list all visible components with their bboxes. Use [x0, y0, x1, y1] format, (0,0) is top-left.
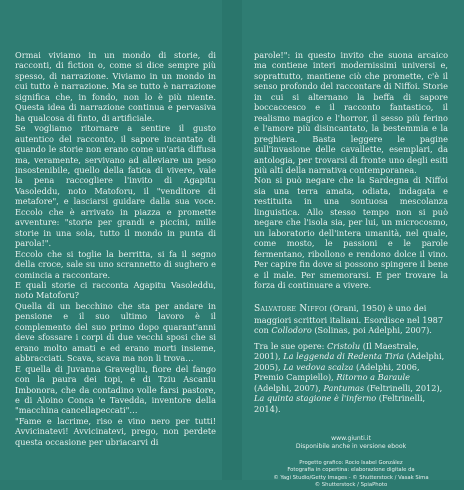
work-title: La vedova scalza [283, 361, 354, 372]
work-title: Ritorno a Baraule [336, 372, 411, 383]
blurb-paragraph-9: Non si può negare che la Sardegna di Niffoi sia una terra amata, odiata, indagata e restituita in una sontuosa mescolanza linguistica. Allo stesso tempo non si può negare che l'isola sia, per lui, un microcosmo, un laboratorio dell'intera umanità, nel quale, come mosto, le passioni e le parole fermentano, ribollono e rendono dolce il vino. Per capire fin dove si possono spingere il bene e il male. Per smemorarsi. E per trovare la forza di continuare a vivere. [254, 175, 448, 290]
author-name: Salvatore Niffoi [254, 304, 328, 315]
left-flap [0, 0, 222, 480]
cover-credits [254, 460, 448, 490]
spine-gutter [222, 0, 242, 480]
work-title: Pantumas [323, 382, 365, 393]
author-bio: Salvatore Niffoi (Orani, 1950) è uno dei maggiori scrittori italiani. Esordisce nel 1987 con Collodoro (Solinas, poi Adelphi, 2007). [254, 303, 444, 336]
blurb-paragraph-3: Eccolo che si toglie la berritta, si fa il segno della croce, sale su uno scrannetto di sughero e comincia a raccontare. [15, 248, 216, 280]
blurb-paragraph-1: Ormai viviamo in un mondo di storie, di racconti, di fiction o, come si dice sempre più spesso, di narrazione. Viviamo in un mondo in cui tutto è narrazione. Ma se tutto è narrazione significa che, in fondo, non lo è più niente. Questa idea di narrazione continua e pervasiva ha qualcosa di finto, di artificiale. [15, 50, 216, 123]
blurb-paragraph-8: parole!": in questo invito che suona arcaico ma contiene interi modernissimi universi e, soprattutto, mantiene ciò che promette, c'è il senso profondo del raccontare di Niffoi. Storie in cui si alternano la beffa di sapore boccaccesco e il racconto fantastico, il realismo magico e l'horror, il sesso più ferino e l'amore più disincantato, la bestemmia e la preghiera. Basta leggere le pagine sull'invasione delle cavallette, esemplari, da antologia, per trovarsi di fronte uno degli esiti più alti della narrativa contemporanea. [254, 50, 448, 175]
blurb-paragraph-7: "Fame e lacrime, riso e vino nero per tutti! Avvicinatevi! Avvicinatevi, prego, non perdete questa occasione per ubriacarvi di [15, 415, 216, 447]
blurb-paragraph-2: Se vogliamo ritornare a sentire il gusto autentico del racconto, il sapore incantato di quando le storie non erano come un'aria diffusa ma, veramente, servivano ad alleviare un peso insostenibile, quello della fatica di vivere, vale la pena raccogliere l'invito di Agapitu Vasoleddu, noto Matoforu, il "venditore di metafore", e lasciarsi guidare dalla sua voce. Eccolo che è arrivato in piazza e promette avventure: "storie per grandi e piccini, mille storie in una sola, tutto il mondo in punta di parola!". [15, 123, 216, 249]
credit-line: Progetto grafico: Rocio Isabel González [299, 459, 403, 466]
credit-line: Fotografia in copertina: elaborazione digitale da [287, 467, 415, 474]
work-title: Collodoro [271, 325, 312, 336]
publisher-info [254, 435, 448, 452]
credit-line: © Yagi Studio/Getty Images - © Shutterstock / Vasak Sima [273, 474, 429, 481]
publisher-url: www.giunti.it [331, 434, 371, 442]
credit-line: © Shutterstock / SpiaPhoto [314, 482, 388, 489]
blurb-paragraph-5: Quella di un becchino che sta per andare in pensione e il suo ultimo lavoro è il complemento del suo primo dopo quarant'anni deve sfossare i corpi di due vecchi sposi che si erano molto amati e ed erano morti insieme, abbracciati. Scava, scava ma non li trova… [15, 300, 216, 364]
right-flap [242, 0, 464, 489]
ebook-note: Disponibile anche in versione ebook [295, 443, 407, 451]
work-title: La leggenda di Redenta Tiria [283, 351, 405, 362]
work-title: La quinta stagione è l'inferno [254, 393, 377, 404]
work-title: Cristolu [326, 340, 361, 351]
blurb-paragraph-6: E quella di Juvanna Gravegliu, fiore del fango con la paura dei topi, e di Tziu Ascaniu Imbonora, che da contadino volle farsi pastore, e di Aloino Conca 'e Tavedda, inventore della "macchina cancellapeccati"… [15, 363, 216, 416]
blurb-paragraph-4: E quali storie ci racconta Agapitu Vasoleddu, noto Matoforu? [15, 279, 216, 301]
author-works: Tra le sue opere: Cristolu (Il Maestrale, 2001), La leggenda di Redenta Tiria (Adelphi, 2005), La vedova scalza (Adelphi, 2006, Premio Campiello), Ritorno a Baraule (Adelphi, 2007), Pantumas (Feltrinelli, 2012), La quinta stagione è l'inferno (Feltrinelli, 2014). [254, 340, 445, 414]
